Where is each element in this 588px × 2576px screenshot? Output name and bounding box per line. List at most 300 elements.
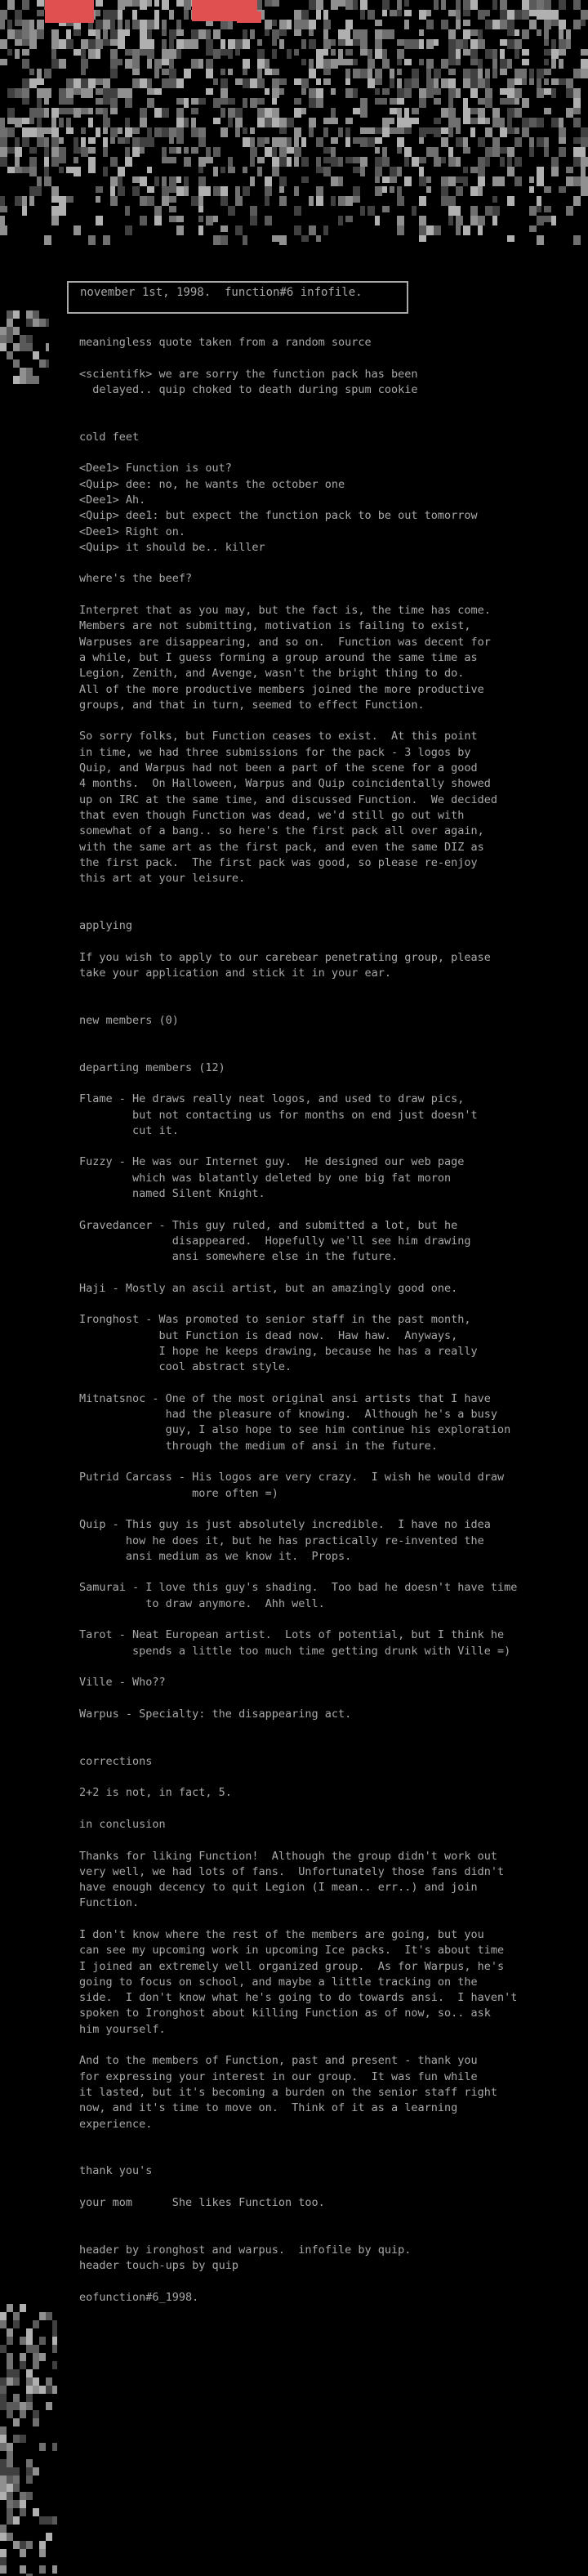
- ansi-block: [0, 2394, 7, 2402]
- ansi-block: [382, 49, 387, 59]
- ansi-block: [463, 167, 468, 173]
- ansi-block: [382, 186, 387, 193]
- ansi-block: [51, 196, 59, 203]
- ansi-block: [551, 118, 559, 127]
- ansi-block: [15, 10, 22, 20]
- ansi-block: [250, 176, 255, 186]
- ansi-block: [88, 49, 96, 59]
- ansi-block: [441, 78, 448, 88]
- infofile-line: Thanks for liking Function! Although the group didn't work out: [79, 1849, 498, 1863]
- ansi-block: [294, 78, 301, 85]
- ansi-block: [331, 39, 336, 46]
- ansi-block: [96, 49, 100, 59]
- ansi-block: [51, 118, 56, 127]
- ansi-block: [162, 108, 169, 118]
- ansi-block: [243, 59, 250, 69]
- ansi-block: [470, 88, 478, 98]
- ansi-block: [316, 0, 323, 10]
- ansi-block: [147, 98, 154, 108]
- ansi-block: [46, 359, 49, 368]
- ansi-block: [81, 88, 88, 98]
- ansi-block: [559, 29, 564, 39]
- ansi-block: [118, 0, 125, 10]
- ansi-block: [323, 147, 331, 154]
- ansi-block: [375, 49, 382, 59]
- ansi-block: [37, 78, 44, 85]
- ansi-block: [368, 10, 375, 20]
- ansi-block: [243, 98, 247, 108]
- infofile-line: [79, 886, 569, 902]
- ansi-block: [397, 147, 402, 154]
- ansi-block: [470, 186, 478, 196]
- ansi-block: [441, 127, 448, 134]
- ansi-block: [331, 176, 338, 186]
- ansi-block: [544, 0, 551, 10]
- infofile-line: departing members (12): [79, 1060, 225, 1074]
- ansi-block: [52, 2320, 57, 2328]
- ansi-block: [338, 216, 343, 225]
- ansi-block: [228, 98, 235, 105]
- ansi-block: [103, 127, 108, 134]
- ansi-block: [220, 98, 228, 105]
- ansi-block: [132, 69, 140, 75]
- ansi-block: [375, 127, 382, 134]
- ansi-block: [0, 2467, 7, 2476]
- ansi-block: [404, 147, 412, 157]
- ansi-block: [287, 49, 292, 59]
- infofile-line: spoken to Ironghost about killing Function as of now, so.. ask: [79, 2007, 491, 2020]
- ansi-block: [140, 0, 147, 10]
- ansi-block: [522, 69, 527, 78]
- ansi-block: [140, 108, 147, 118]
- ansi-block: [7, 2516, 13, 2525]
- ansi-block: [96, 196, 100, 203]
- ansi-block: [140, 137, 147, 147]
- ansi-block: [198, 196, 203, 206]
- ansi-block: [544, 206, 551, 212]
- ansi-block: [492, 196, 497, 203]
- ansi-block: [7, 118, 15, 124]
- ansi-block: [448, 176, 456, 186]
- infofile-line: [79, 1912, 569, 1927]
- ansi-block: [397, 216, 404, 225]
- ansi-block: [198, 206, 203, 212]
- ansi-block: [184, 39, 191, 49]
- ansi-block: [7, 0, 15, 10]
- ansi-block: [59, 157, 66, 163]
- ansi-block: [132, 78, 140, 88]
- ansi-block: [559, 39, 566, 49]
- ansi-block: [500, 20, 507, 29]
- ansi-block: [537, 29, 541, 36]
- ansi-block: [184, 186, 189, 196]
- ansi-block: [140, 118, 147, 127]
- ansi-block: [96, 108, 103, 114]
- ansi-block: [154, 88, 162, 95]
- ansi-block: [412, 78, 419, 88]
- ansi-block: [162, 127, 169, 137]
- ansi-block: [441, 176, 448, 186]
- ansi-block: [7, 2451, 13, 2459]
- ansi-block: [81, 127, 86, 134]
- ansi-block: [537, 196, 541, 206]
- ansi-block: [15, 137, 20, 147]
- ansi-block: [382, 118, 390, 127]
- ansi-block: [51, 147, 59, 157]
- ansi-block: [22, 20, 29, 29]
- ansi-block: [573, 98, 581, 108]
- ansi-block: [162, 29, 167, 36]
- ansi-block: [360, 10, 365, 20]
- infofile-line: [79, 413, 569, 429]
- ansi-block: [176, 176, 181, 183]
- ansi-block: [581, 176, 588, 186]
- infofile-title: november 1st, 1998. function#6 infofile.: [80, 286, 363, 299]
- ansi-block: [566, 167, 573, 173]
- ansi-block: [29, 118, 34, 124]
- ansi-block: [500, 49, 505, 59]
- infofile-line: applying: [79, 918, 133, 932]
- ansi-block: [470, 39, 478, 49]
- ansi-block: [46, 2516, 52, 2525]
- ansi-block: [514, 69, 522, 78]
- ansi-block: [287, 157, 292, 167]
- ansi-block: [316, 167, 323, 173]
- ansi-block: [51, 39, 59, 49]
- ansi-block: [243, 78, 250, 88]
- ansi-block: [7, 2328, 13, 2337]
- ansi-block: [13, 2320, 20, 2328]
- ansi-block: [22, 127, 29, 137]
- infofile-line: [79, 1659, 569, 1675]
- ansi-block: [29, 69, 34, 75]
- ansi-block: [118, 137, 125, 144]
- ansi-block: [7, 127, 15, 137]
- ansi-block: [96, 0, 103, 7]
- infofile-line: named Silent Knight.: [79, 1187, 265, 1201]
- ansi-block: [294, 49, 299, 56]
- ansi-block: [390, 167, 397, 176]
- infofile-line: [79, 1297, 569, 1312]
- ansi-block: [551, 59, 556, 69]
- ansi-block: [581, 59, 588, 69]
- ansi-block: [287, 118, 294, 127]
- ansi-block: [39, 2443, 46, 2451]
- ansi-block: [243, 167, 247, 173]
- ansi-block: [13, 2484, 20, 2492]
- infofile-line: going to focus on school, and maybe a little tracking on the: [79, 1975, 478, 1989]
- infofile-line: delayed.. quip choked to death during spum cookie: [79, 382, 418, 396]
- infofile-line: [79, 1266, 569, 1281]
- ansi-block: [470, 216, 478, 225]
- infofile-line: <Quip> it should be.. killer: [79, 540, 265, 554]
- ansi-block: [81, 137, 86, 147]
- ansi-block: [485, 20, 492, 29]
- ansi-block: [0, 2525, 7, 2533]
- ansi-block: [66, 39, 74, 49]
- ansi-block: [228, 206, 235, 216]
- ansi-block: [265, 29, 270, 36]
- ansi-block: [412, 206, 416, 216]
- ansi-block: [265, 176, 272, 186]
- ansi-block: [485, 78, 490, 88]
- ansi-block: [441, 157, 446, 163]
- ansi-block: [265, 20, 272, 29]
- ansi-block: [140, 49, 147, 56]
- ansi-block: [478, 39, 485, 49]
- ansi-block: [419, 88, 426, 98]
- ansi-block: [228, 69, 233, 75]
- ansi-block: [470, 49, 478, 59]
- ansi-block: [419, 176, 426, 186]
- ansi-block: [257, 59, 265, 69]
- ansi-block: [301, 20, 309, 29]
- ansi-block: [382, 10, 387, 16]
- ansi-block: [309, 127, 314, 137]
- ansi-block: [110, 39, 118, 46]
- ansi-block: [257, 69, 262, 78]
- ansi-block: [81, 147, 88, 157]
- ansi-block: [316, 186, 323, 196]
- ansi-block: [15, 167, 22, 173]
- ansi-block: [206, 69, 213, 78]
- ansi-block: [573, 196, 581, 206]
- ansi-block: [118, 10, 122, 20]
- ansi-block: [301, 157, 309, 167]
- ansi-block: [66, 127, 74, 134]
- ansi-block: [118, 39, 125, 49]
- ansi-block: [22, 88, 29, 98]
- ansi-block: [88, 88, 93, 98]
- ansi-block: [470, 167, 478, 173]
- ansi-block: [456, 118, 461, 127]
- ansi-block: [448, 196, 456, 206]
- ansi-block: [20, 335, 26, 343]
- ansi-block: [44, 176, 51, 186]
- ansi-block: [529, 137, 534, 147]
- ansi-block: [272, 137, 279, 147]
- ansi-block: [470, 206, 478, 216]
- ansi-block: [331, 196, 336, 206]
- ansi-block: [20, 2492, 26, 2500]
- ansi-block: [301, 78, 309, 88]
- ansi-block: [33, 2386, 39, 2394]
- ansi-block: [243, 39, 250, 49]
- ansi-block: [59, 98, 66, 105]
- ansi-block: [46, 2533, 52, 2541]
- ansi-block: [529, 176, 534, 183]
- ansi-block: [309, 59, 314, 69]
- ansi-block: [360, 167, 365, 176]
- infofile-line: your mom She likes Function too.: [79, 2196, 325, 2210]
- ansi-block: [338, 49, 343, 59]
- ansi-block: [132, 176, 140, 183]
- ansi-block: [118, 186, 125, 196]
- ansi-block: [492, 176, 500, 186]
- ansi-block: [198, 167, 203, 173]
- infofile-line: [79, 2227, 569, 2243]
- ansi-block: [132, 137, 140, 147]
- ansi-block: [492, 0, 497, 10]
- ansi-block: [309, 29, 314, 36]
- ansi-block: [360, 49, 368, 56]
- ansi-block: [33, 376, 39, 384]
- ansi-block: [81, 59, 88, 69]
- ansi-block: [272, 78, 279, 88]
- ansi-block: [301, 88, 306, 95]
- ansi-block: [20, 376, 26, 384]
- ansi-block: [198, 127, 206, 137]
- ansi-block: [507, 196, 514, 206]
- infofile-line: <Dee1> Ah.: [79, 493, 146, 507]
- ansi-block: [272, 235, 279, 242]
- ansi-block: [46, 2377, 52, 2386]
- ansi-block: [294, 127, 301, 137]
- ansi-block: [110, 20, 115, 29]
- ansi-block: [470, 59, 478, 65]
- infofile-line: Flame - He draws really neat logos, and used to draw pics,: [79, 1092, 465, 1106]
- ansi-block: [20, 2410, 26, 2418]
- infofile-line: [79, 1502, 569, 1517]
- ansi-block: [206, 29, 211, 39]
- ansi-block: [74, 49, 81, 56]
- ansi-block: [103, 137, 108, 147]
- ansi-block: [573, 69, 581, 78]
- ansi-block: [353, 108, 360, 114]
- ansi-block: [88, 167, 96, 173]
- ansi-block: [206, 216, 213, 225]
- ansi-block: [176, 98, 184, 105]
- ansi-block: [220, 108, 225, 118]
- ansi-block: [154, 206, 162, 216]
- infofile-line: <Dee1> Right on.: [79, 525, 186, 538]
- ansi-block: [463, 108, 470, 118]
- infofile-line: [79, 556, 569, 571]
- ansi-block: [412, 157, 419, 167]
- ansi-block: [51, 127, 59, 137]
- ansi-block: [404, 59, 412, 65]
- ansi-block: [272, 69, 279, 75]
- infofile-line: [79, 1722, 569, 1738]
- ansi-block: [51, 137, 59, 147]
- ansi-block: [7, 2492, 13, 2500]
- ansi-block: [338, 59, 345, 65]
- infofile-line: Function.: [79, 1896, 140, 1910]
- ansi-block: [309, 69, 316, 78]
- ansi-block: [0, 335, 7, 343]
- ansi-block: [22, 59, 29, 69]
- infofile-line: [79, 1202, 569, 1217]
- ansi-block: [301, 137, 306, 147]
- ansi-block: [0, 157, 7, 167]
- infofile-line: new members (0): [79, 1013, 179, 1027]
- ansi-block: [529, 206, 537, 216]
- ansi-block: [52, 2386, 57, 2394]
- ansi-block: [7, 335, 13, 343]
- ansi-block: [448, 69, 456, 75]
- infofile-line: [79, 997, 569, 1012]
- ansi-block: [397, 49, 404, 59]
- ansi-block: [316, 137, 323, 147]
- ansi-block: [140, 216, 147, 225]
- ansi-block: [265, 108, 272, 118]
- ansi-block: [353, 29, 360, 39]
- ansi-block: [478, 225, 483, 235]
- ansi-block: [463, 147, 470, 154]
- ansi-block: [507, 98, 514, 105]
- ansi-block: [7, 29, 15, 39]
- ansi-block: [206, 157, 213, 163]
- ansi-block: [272, 39, 277, 46]
- ansi-block: [301, 176, 309, 183]
- ansi-block: [566, 78, 573, 88]
- infofile-line: cut it.: [79, 1123, 179, 1137]
- ansi-block: [279, 20, 287, 29]
- ansi-block: [272, 88, 279, 98]
- ansi-block: [169, 137, 174, 144]
- ansi-block: [250, 216, 257, 225]
- infofile-line: Haji - Mostly an ascii artist, but an amazingly good one.: [79, 1281, 458, 1295]
- infofile-line: how he does it, but he has practically re-invented the: [79, 1534, 484, 1547]
- ansi-block: [213, 78, 218, 85]
- ansi-block: [213, 49, 220, 59]
- ansi-block: [88, 29, 96, 36]
- ansi-block: [13, 376, 20, 384]
- ansi-block: [0, 216, 5, 225]
- ansi-block: [169, 69, 176, 78]
- ansi-block: [169, 29, 176, 39]
- ansi-block: [162, 20, 167, 29]
- ansi-block: [456, 88, 461, 98]
- ansi-block: [13, 2467, 20, 2476]
- ansi-block: [441, 196, 448, 206]
- ansi-block: [323, 49, 328, 56]
- ansi-block: [132, 127, 140, 134]
- ansi-block: [514, 98, 519, 105]
- ansi-block: [382, 88, 390, 95]
- ansi-block: [316, 235, 321, 242]
- infofile-line: through the medium of ansi in the future.: [79, 1439, 438, 1453]
- ansi-block: [426, 176, 431, 183]
- ansi-block: [198, 98, 206, 105]
- ansi-block: [551, 78, 559, 85]
- ansi-block: [470, 0, 478, 10]
- ansi-block: [81, 49, 86, 59]
- ansi-block: [537, 176, 544, 186]
- infofile-line: Legion, Zenith, and Avenge, wasn't the bright thing to do.: [79, 667, 465, 681]
- ansi-block: [331, 49, 336, 56]
- ansi-block: [26, 343, 33, 351]
- ansi-block: [13, 2312, 20, 2320]
- infofile-line: Mitnatsnoc - One of the most original ansi artists that I have: [79, 1391, 491, 1405]
- ansi-block: [132, 20, 140, 29]
- ansi-block: [397, 118, 404, 127]
- ansi-block: [220, 49, 228, 56]
- ansi-block: [46, 2312, 52, 2320]
- ansi-block: [456, 49, 461, 59]
- ansi-block: [26, 2467, 33, 2476]
- ansi-block: [22, 78, 29, 88]
- ansi-block: [0, 2435, 7, 2443]
- ansi-block: [33, 2345, 39, 2353]
- ansi-block: [544, 78, 549, 85]
- infofile-line: cold feet: [79, 430, 140, 444]
- ansi-block: [37, 176, 42, 186]
- infofile-line: <scientifk> we are sorry the function pack has been: [79, 367, 418, 381]
- ansi-block: [250, 78, 257, 88]
- ansi-block: [162, 39, 167, 49]
- ansi-block: [26, 2337, 33, 2345]
